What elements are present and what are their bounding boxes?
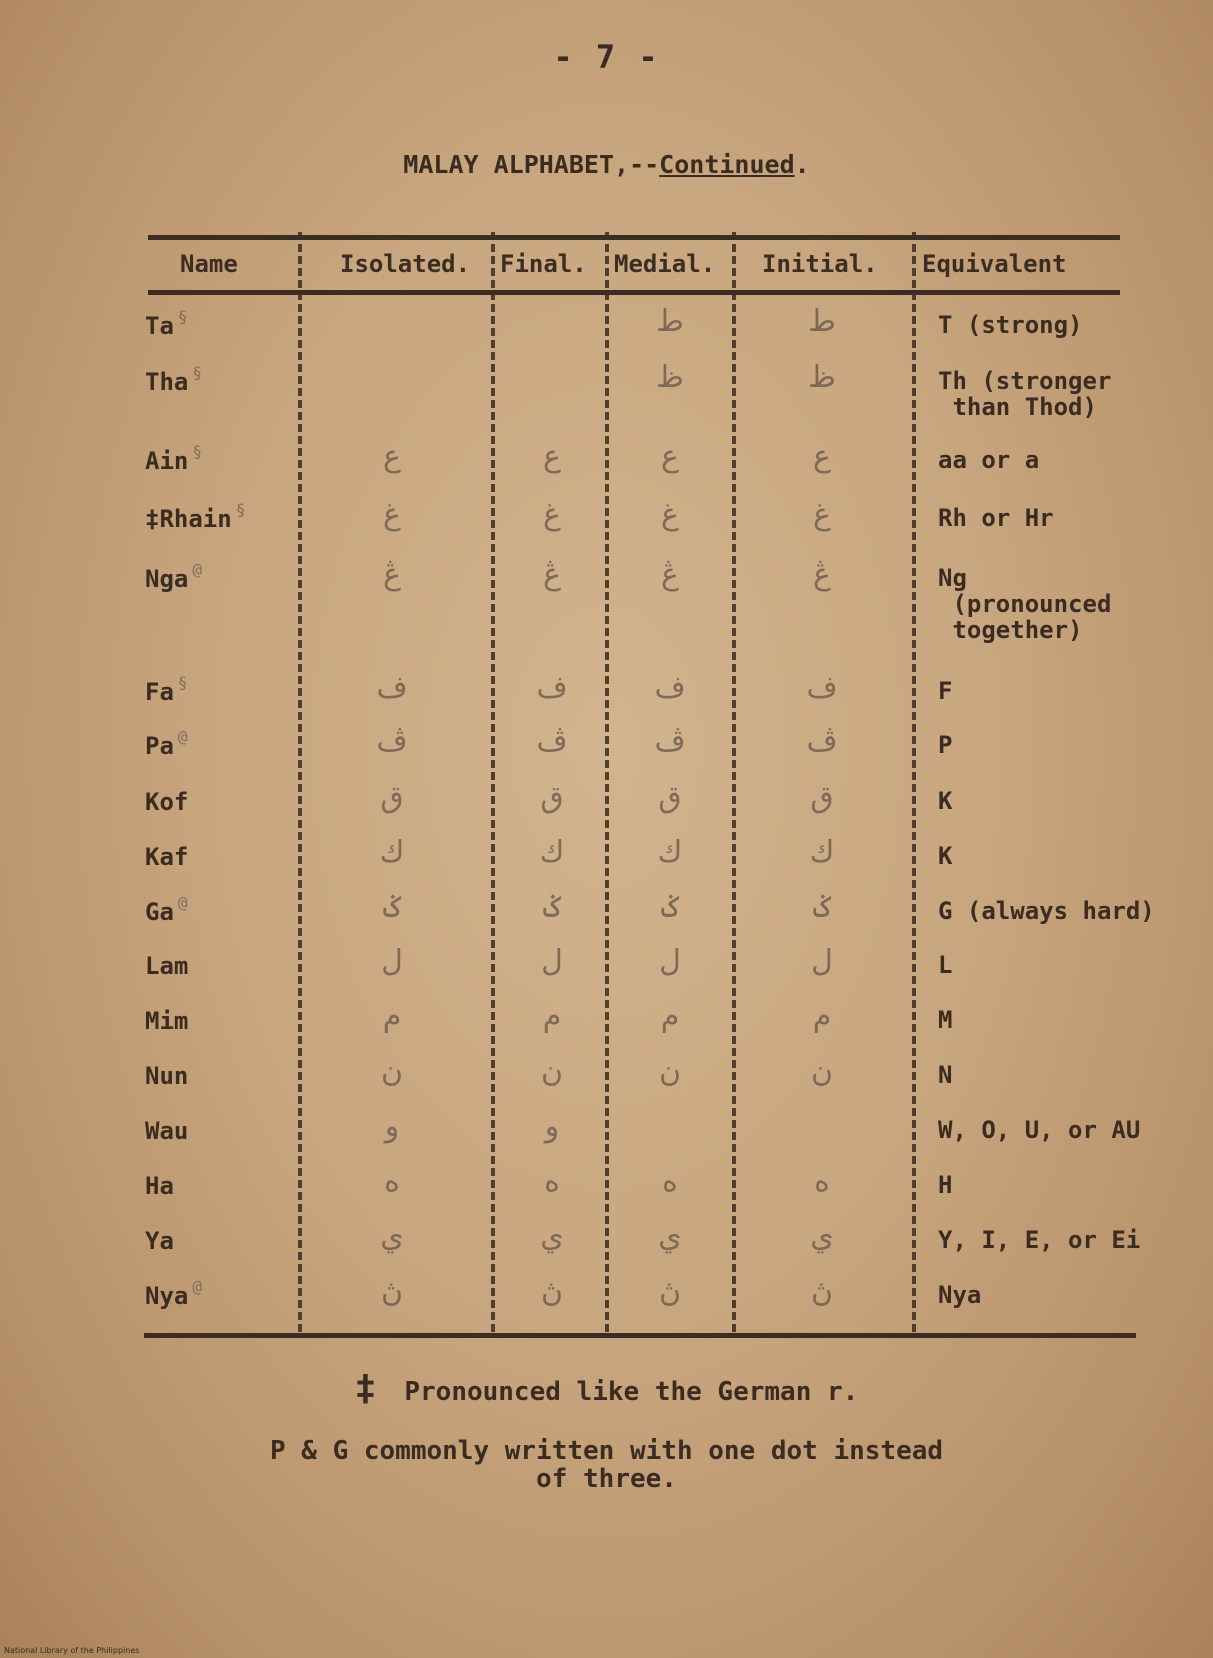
medial-form: ي [658,1219,682,1254]
medial-form: ݢ [661,890,679,925]
medial-form: غ [661,497,679,532]
isolated-form: ع [383,439,401,474]
final-form: ل [541,944,563,979]
final-form: و [544,1109,560,1144]
initial-form: ݢ [813,890,831,925]
dagger-footnote-text: Pronounced like the German r. [404,1377,859,1407]
equivalent-text: Th (stronger [938,367,1112,395]
final-form: ع [543,439,561,474]
column-divider [491,232,495,1332]
initial-form: ك [809,835,835,870]
equivalent-text: T (strong) [938,311,1083,339]
equivalent-text: together) [938,616,1083,644]
isolated-form: غ [383,497,401,532]
initial-form: م [812,999,832,1034]
initial-form: ي [810,1219,834,1254]
footnote-mark: @ [177,727,188,746]
table-row-name [145,307,188,340]
table-top-rule [148,235,1120,240]
title-continued: Continued [659,150,795,179]
medial-form: ن [658,1054,682,1089]
equivalent-text: aa or a [938,446,1040,474]
letter-name: Nya [145,1282,189,1310]
equivalent-text: K [938,842,953,870]
header-name: Name [180,250,238,278]
initial-form: ع [813,439,831,474]
final-form: ك [539,835,565,870]
letter-name: Fa [145,678,174,706]
final-form: غ [543,497,561,532]
column-divider [605,232,609,1332]
footnote-mark: @ [177,893,188,912]
table-row-name [145,442,202,475]
letter-name: Lam [145,952,189,980]
letter-name: Mim [145,1007,189,1035]
letter-name: Pa [145,732,174,760]
table-row-name [145,788,188,816]
footnote-dots-line-2: of three. [536,1464,677,1494]
table-bottom-rule [144,1333,1136,1338]
table-row-name [145,1277,202,1310]
title-main: MALAY ALPHABET,-- [403,150,660,179]
isolated-form: ه [384,1164,400,1199]
table-row-name [145,363,202,396]
medial-form: ڤ [654,724,686,759]
footnote-mark: § [192,442,202,461]
final-form: ي [540,1219,564,1254]
header-isolated: Isolated. [340,250,471,278]
final-form: ف [536,670,568,705]
letter-name: Ya [145,1227,174,1255]
final-form: ڽ [540,1274,564,1309]
letter-name: Ga [145,898,174,926]
equivalent-text: K [938,787,953,815]
medial-form: ڠ [661,557,679,592]
equivalent-text: N [938,1061,953,1089]
dagger-symbol: ‡ [354,1368,377,1409]
header-initial: Initial. [762,250,878,278]
isolated-form: ف [376,670,408,705]
initial-form: ڠ [813,557,831,592]
footnote-mark: § [177,307,188,326]
isolated-form: ي [380,1219,404,1254]
initial-form: ڤ [806,724,838,759]
letter-name: Kaf [145,843,189,871]
table-row-name [145,1062,188,1090]
final-form: ڠ [543,557,561,592]
page-number: - 7 - [553,38,660,76]
header-medial: Medial. [614,250,716,278]
footnote-mark: § [192,363,202,382]
final-form: ن [540,1054,564,1089]
initial-form: ن [810,1054,834,1089]
letter-name: Tha [145,368,189,396]
table-header-rule [148,290,1120,295]
letter-name: Ta [145,312,174,340]
equivalent-text: P [938,731,953,759]
isolated-form: ڠ [383,557,401,592]
initial-form: ل [811,944,833,979]
column-divider [732,232,736,1332]
medial-form: ل [659,944,681,979]
footnote-mark: @ [192,1277,202,1296]
final-form: ق [540,780,564,815]
footnote-dagger [0,1368,1213,1409]
table-row-name [145,952,188,980]
equivalent-text: than Thod) [938,393,1097,421]
final-form: ڤ [536,724,568,759]
initial-form: ف [806,670,838,705]
initial-form: ق [810,780,834,815]
isolated-form: ل [381,944,403,979]
equivalent-text: Y, I, E, or Ei [938,1226,1141,1254]
letter-name: ‡Rhain [145,505,232,533]
final-form: ݢ [543,890,561,925]
equivalent-text: F [938,677,953,705]
initial-form: ڽ [810,1274,834,1309]
isolated-form: ڽ [380,1274,404,1309]
table-row-name [145,560,202,593]
initial-form: ه [814,1164,830,1199]
initial-form: ظ [808,360,836,395]
equivalent-text: M [938,1006,953,1034]
footnote-dots-line-1: P & G commonly written with one dot instead [269,1436,944,1466]
table-row-name [145,1172,174,1200]
table-row-name [145,673,188,706]
medial-form: ق [658,780,682,815]
isolated-form: و [384,1109,400,1144]
isolated-form: ݢ [383,890,401,925]
footnote-mark: @ [192,560,202,579]
initial-form: ط [808,304,836,339]
medial-form: ڽ [658,1274,682,1309]
letter-name: Ha [145,1172,174,1200]
medial-form: ظ [656,360,684,395]
column-divider [912,232,916,1332]
equivalent-text: Ng [938,564,967,592]
isolated-form: ڤ [376,724,408,759]
letter-name: Nun [145,1062,189,1090]
medial-form: ط [656,304,684,339]
footnote-mark: § [235,500,246,519]
isolated-form: ق [380,780,404,815]
equivalent-text: Rh or Hr [938,504,1054,532]
equivalent-text: L [938,951,953,979]
header-final: Final. [500,250,587,278]
medial-form: ف [654,670,686,705]
table-row-name [145,500,246,533]
letter-name: Kof [145,788,189,816]
letter-name: Nga [145,565,189,593]
equivalent-text: H [938,1171,953,1199]
table-row-name [145,727,188,760]
final-form: ه [544,1164,560,1199]
medial-form: ع [661,439,679,474]
medial-form: ه [662,1164,678,1199]
header-equivalent: Equivalent [922,250,1067,278]
table-row-name [145,1007,188,1035]
table-row-name [145,1117,188,1145]
initial-form: غ [813,497,831,532]
isolated-form: ن [380,1054,404,1089]
footnote-mark: § [177,673,188,692]
medial-form: م [660,999,680,1034]
page-title [0,150,1213,179]
isolated-form: ك [379,835,405,870]
equivalent-text: (pronounced [938,590,1112,618]
isolated-form: م [382,999,402,1034]
column-divider [298,232,302,1332]
medial-form: ك [657,835,683,870]
table-row-name [145,843,188,871]
equivalent-text: G (always hard) [938,897,1155,925]
letter-name: Ain [145,447,189,475]
equivalent-text: W, O, U, or AU [938,1116,1141,1144]
library-credit: National Library of the Philippines [4,1646,140,1655]
final-form: م [542,999,562,1034]
letter-name: Wau [145,1117,189,1145]
title-end: . [794,150,810,179]
table-row-name [145,893,188,926]
equivalent-text: Nya [938,1281,982,1309]
table-row-name [145,1227,174,1255]
